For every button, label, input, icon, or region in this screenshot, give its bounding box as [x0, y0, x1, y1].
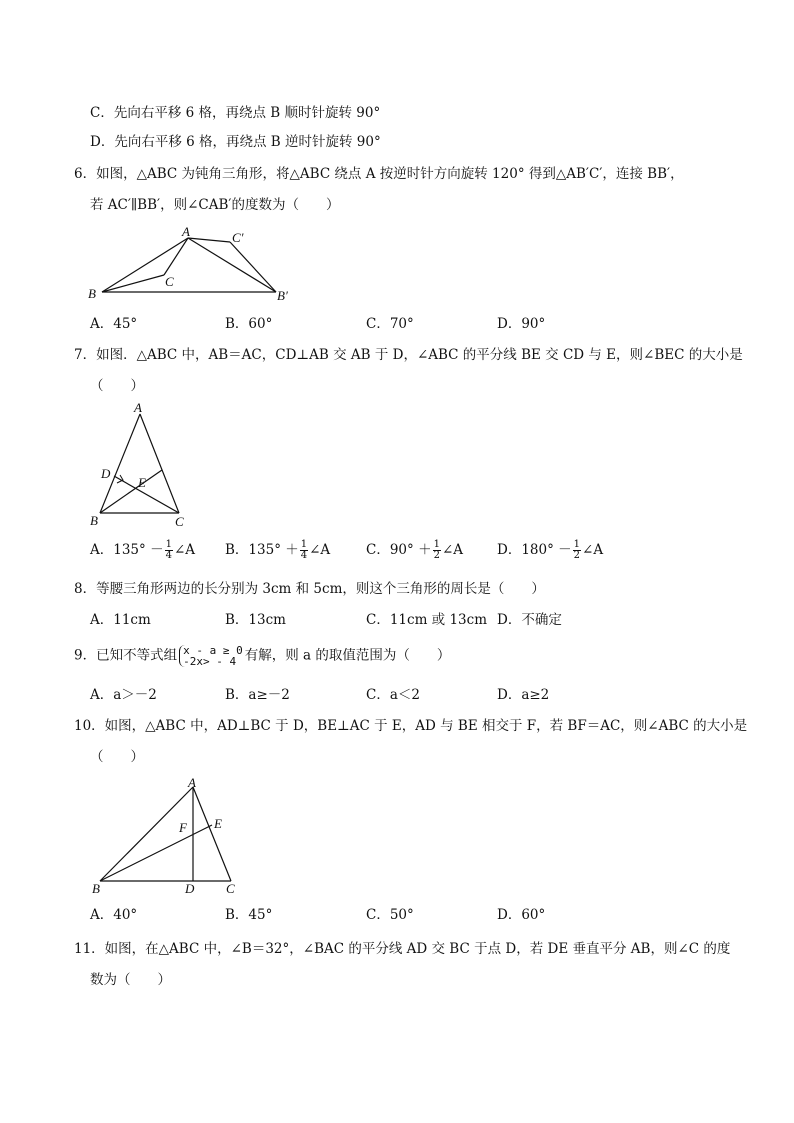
q10-option-d: D．60° [497, 907, 546, 923]
q6-segment-bc [102, 275, 164, 292]
q7-option-a-fraction: $\frac{1}{4}$ [165, 539, 172, 561]
q7-option-c: C．90° ＋ $\frac{1}{2}$ ∠A [366, 539, 463, 561]
q6-option-a: A．45° [90, 316, 138, 332]
q10-label-e: E [214, 816, 222, 831]
q7-option-b: B．135° ＋ $\frac{1}{4}$ ∠A [225, 539, 331, 561]
q6-label-b-prime: B′ [277, 288, 288, 303]
q6-stem-line1: 6．如图，△ABC 为钝角三角形，将△ABC 绕点 A 按逆时针方向旋转 120° 得到△AB′C′，连接 BB′， [74, 166, 684, 182]
q6-stem-line2: 若 AC′∥BB′，则∠CAB′的度数为（ ） [90, 197, 340, 213]
q8-stem: 8．等腰三角形两边的长分别为 3cm 和 5cm，则这个三角形的周长是（ ） [74, 581, 545, 597]
q6-label-b: B [88, 286, 96, 301]
q7-option-a: A．135° － $\frac{1}{4}$ ∠A [90, 539, 196, 561]
q5-option-d: D．先向右平移 6 格，再绕点 B 逆时针旋转 90° [90, 134, 381, 150]
q10-label-b: B [92, 881, 100, 896]
q7-stem-line2: （ ） [90, 378, 144, 394]
q10-option-b: B．45° [225, 907, 273, 923]
q10-label-f: F [179, 820, 187, 835]
q6-label-c-prime: C′ [232, 230, 244, 245]
q9-inequality-system: x - a ≥ 0 -2x> - 4 [179, 645, 243, 667]
q6-segment-ba [102, 238, 188, 292]
q9-option-b: B．a≥－2 [225, 687, 290, 703]
q7-label-e: E [138, 475, 146, 490]
q6-option-d: D．90° [497, 316, 546, 332]
q7-label-c: C [175, 514, 184, 529]
q7-label-d: D [101, 466, 111, 481]
q6-segment-ab-prime [188, 238, 276, 292]
q10-option-a: A．40° [90, 907, 138, 923]
q10-stem-line2: （ ） [90, 749, 144, 765]
q11-stem-line1: 11．如图，在△ABC 中，∠B＝32°，∠BAC 的平分线 AD 交 BC 于点 D，若 DE 垂直平分 AB，则∠C 的度 [74, 941, 731, 957]
q10-segment-ac [193, 787, 231, 881]
q10-option-c: C．50° [366, 907, 414, 923]
q10-label-a: A [188, 776, 196, 790]
q7-option-b-fraction: $\frac{1}{4}$ [300, 539, 308, 561]
q7-stem-line1: 7．如图．△ABC 中，AB＝AC，CD⊥AB 交 AB 于 D，∠ABC 的平分线 BE 交 CD 与 E，则∠BEC 的大小是 [74, 347, 743, 363]
q6-segment-ca [164, 238, 188, 275]
q10-figure [86, 776, 246, 898]
q10-stem-line1: 10．如图，△ABC 中，AD⊥BC 于 D，BE⊥AC 于 E，AD 与 BE 相交于 F，若 BF＝AC，则∠ABC 的大小是 [74, 718, 748, 734]
q8-option-c: C．11cm 或 13cm [366, 612, 487, 628]
q9-stem: 9．已知不等式组 x - a ≥ 0 -2x> - 4 有解，则 a 的取值范围为（ ） [74, 644, 451, 668]
q6-option-c: C．70° [366, 316, 414, 332]
q7-label-b: B [90, 513, 98, 528]
q7-option-d: D．180° － $\frac{1}{2}$ ∠A [497, 539, 604, 561]
q9-option-a: A．a＞－2 [90, 687, 157, 703]
q7-segment-cd [114, 476, 179, 513]
q5-option-c: C．先向右平移 6 格，再绕点 B 顺时针旋转 90° [90, 105, 381, 121]
q7-figure [86, 398, 196, 532]
q6-figure [84, 222, 304, 304]
q6-label-a: A [182, 224, 190, 239]
q10-label-d: D [185, 881, 195, 896]
q10-label-c: C [226, 881, 235, 896]
q8-option-a: A．11cm [90, 612, 151, 628]
q6-option-b: B．60° [225, 316, 273, 332]
q6-segment-c-prime-b-prime [230, 242, 276, 292]
q7-label-a: A [134, 400, 142, 415]
q8-option-b: B．13cm [225, 612, 286, 628]
q7-segment-ab [100, 414, 140, 513]
q9-option-c: C．a＜2 [366, 687, 420, 703]
q7-option-c-fraction: $\frac{1}{2}$ [433, 539, 440, 561]
q10-segment-be [100, 825, 212, 881]
q11-stem-line2: 数为（ ） [90, 972, 171, 988]
q9-option-d: D．a≥2 [497, 687, 550, 703]
q7-option-d-fraction: $\frac{1}{2}$ [573, 539, 581, 561]
q6-label-c: C [165, 274, 174, 289]
q8-option-d: D．不确定 [497, 612, 562, 628]
q7-segment-ac [140, 414, 179, 513]
